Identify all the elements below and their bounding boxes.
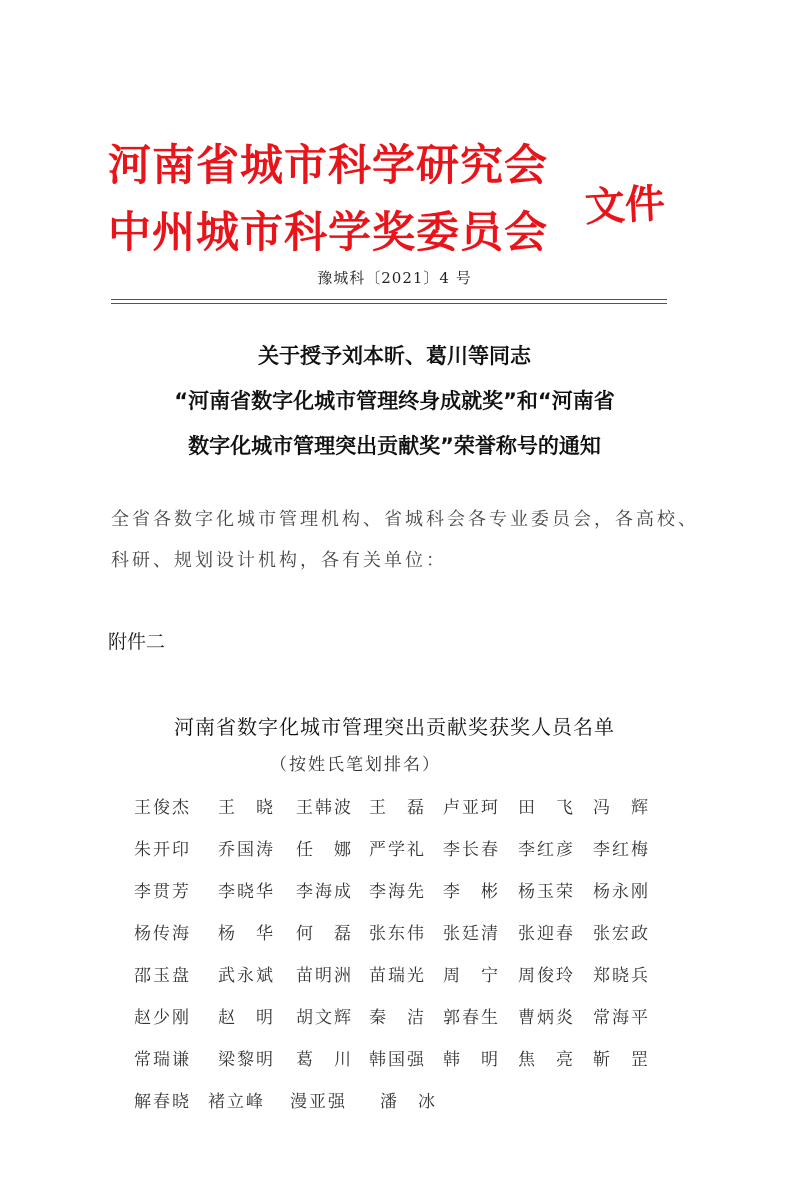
awardee-name: 李海先 [369, 882, 426, 902]
awardee-name: 冯 辉 [593, 798, 650, 818]
document-number: 豫城科〔2021〕4 号 [317, 269, 472, 287]
awardee-name: 武永斌 [218, 966, 275, 986]
awardee-name: 常瑞谦 [134, 1050, 191, 1070]
awardee-name: 常海平 [593, 1008, 650, 1028]
awardee-name: 王韩波 [296, 798, 353, 818]
awardee-name: 周俊玲 [518, 966, 575, 986]
awardee-name: 漫亚强 [290, 1092, 347, 1112]
list-title: 河南省数字化城市管理突出贡献奖获奖人员名单 [174, 715, 615, 739]
awardee-name: 王 晓 [218, 798, 275, 818]
awardee-name: 王俊杰 [134, 798, 191, 818]
header-divider-top [111, 299, 667, 300]
awardee-name: 邵玉盘 [134, 966, 191, 986]
awardee-name: 解春晓 [134, 1092, 191, 1112]
awardee-name: 李 彬 [443, 882, 500, 902]
awardee-name: 李长春 [443, 840, 500, 860]
awardee-name: 张东伟 [369, 924, 426, 944]
awardee-name: 卢亚珂 [443, 798, 500, 818]
notice-title-line3: 数字化城市管理突出贡献奖”荣誉称号的通知 [188, 434, 601, 458]
awardee-name: 李贯芳 [134, 882, 191, 902]
awardee-name: 杨玉荣 [518, 882, 575, 902]
attachment-label: 附件二 [108, 631, 166, 653]
awardee-name: 潘 冰 [380, 1092, 437, 1112]
awardee-name: 乔国涛 [218, 840, 275, 860]
awardee-name: 曹炳炎 [518, 1008, 575, 1028]
awardee-name: 郑晓兵 [593, 966, 650, 986]
awardee-name: 赵少刚 [134, 1008, 191, 1028]
awardee-name: 朱开印 [134, 840, 191, 860]
awardee-name: 葛 川 [296, 1050, 353, 1070]
notice-title-line2: “河南省数字化城市管理终身成就奖”和“河南省 [174, 389, 615, 413]
awardee-name: 秦 洁 [369, 1008, 426, 1028]
org-name-line2: 中州城市科学奖委员会 [108, 208, 548, 258]
awardee-name: 胡文辉 [296, 1008, 353, 1028]
org-name-line1: 河南省城市科学研究会 [108, 141, 548, 191]
awardee-name: 苗瑞光 [369, 966, 426, 986]
awardee-name: 梁黎明 [218, 1050, 275, 1070]
list-subtitle: （按姓氏笔划排名） [270, 755, 441, 775]
awardee-name: 严学礼 [369, 840, 426, 860]
awardee-name: 周 宁 [443, 966, 500, 986]
addressee-line1: 全省各数字化城市管理机构、省城科会各专业委员会，各高校、 [111, 509, 699, 530]
awardee-name: 何 磊 [296, 924, 353, 944]
awardee-name: 靳 罡 [593, 1050, 650, 1070]
document-type-label: 文件 [583, 180, 667, 231]
awardee-name: 韩国强 [369, 1050, 426, 1070]
awardee-name: 杨 华 [218, 924, 275, 944]
awardee-name: 李晓华 [218, 882, 275, 902]
awardee-name: 郭春生 [443, 1008, 500, 1028]
awardee-name: 李红梅 [593, 840, 650, 860]
awardee-name: 杨永刚 [593, 882, 650, 902]
awardee-name: 张廷清 [443, 924, 500, 944]
awardee-name: 张宏政 [593, 924, 650, 944]
awardee-name: 褚立峰 [208, 1092, 265, 1112]
awardee-name: 王 磊 [369, 798, 426, 818]
awardee-name: 李海成 [296, 882, 353, 902]
awardee-name: 田 飞 [518, 798, 575, 818]
awardee-name: 任 娜 [296, 840, 353, 860]
awardee-name: 杨传海 [134, 924, 191, 944]
notice-title-line1: 关于授予刘本昕、葛川等同志 [258, 344, 531, 368]
awardee-name: 赵 明 [218, 1008, 275, 1028]
awardee-name: 焦 亮 [518, 1050, 575, 1070]
awardee-name: 苗明洲 [296, 966, 353, 986]
header-divider-bottom [111, 303, 667, 304]
awardee-name: 李红彦 [518, 840, 575, 860]
awardee-name: 韩 明 [443, 1050, 500, 1070]
awardee-name: 张迎春 [518, 924, 575, 944]
addressee-line2: 科研、规划设计机构，各有关单位： [111, 550, 447, 571]
